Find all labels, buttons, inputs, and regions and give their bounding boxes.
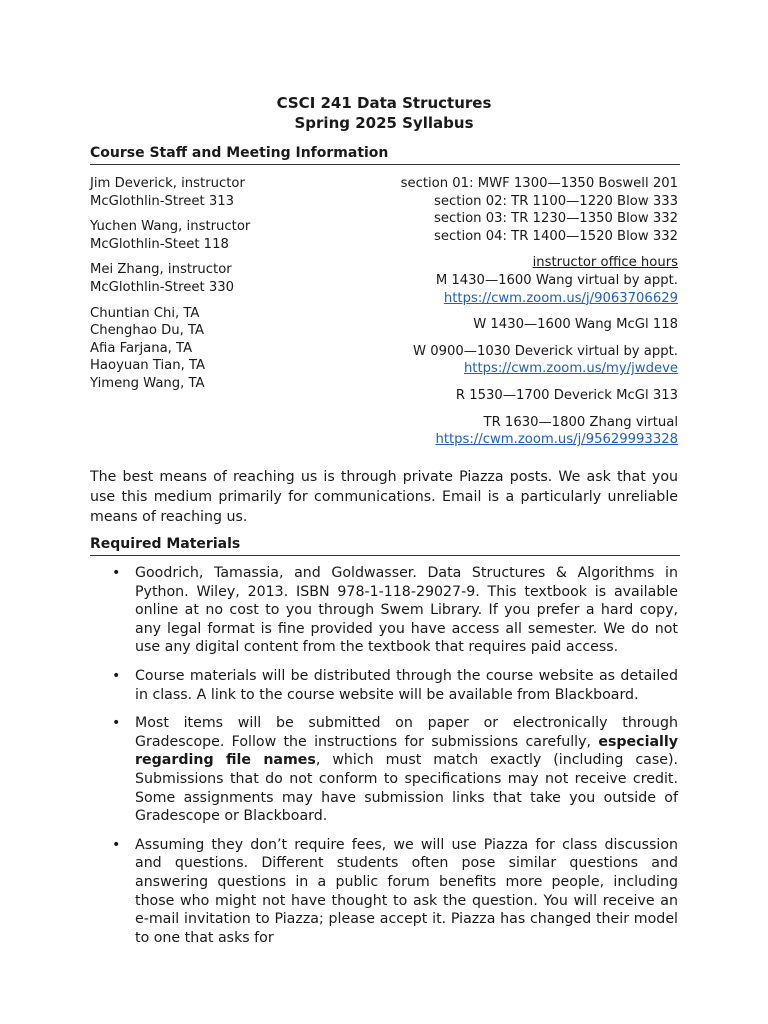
- office-hour-entry: TR 1630—1800 Zhang virtual: [483, 414, 678, 430]
- ta-name: Afia Farjana, TA: [90, 340, 193, 356]
- zoom-link[interactable]: https://cwm.zoom.us/j/9063706629: [443, 290, 678, 306]
- office-hour-entry: W 0900—1030 Deverick virtual by appt.: [413, 343, 678, 359]
- staff-office: McGlothlin-Steet 118: [90, 236, 229, 252]
- staff-office: McGlothlin-Street 313: [90, 193, 234, 209]
- section-time: section 01: MWF 1300—1350 Boswell 201: [400, 176, 678, 191]
- staff-section-heading: Course Staff and Meeting Information: [90, 144, 680, 165]
- office-hour-entry: R 1530—1700 Deverick McGl 313: [455, 387, 678, 403]
- item-text: Goodrich, Tamassia, and Goldwasser. Data Structures & Algorithms in Python. Wiley, 2013. ISBN 978-1-118-29027-9. This textbook is available online at no cost to you through Swem Library. If you prefer a hard copy, any legal format is fine provided you have access all semester. We do not use any digital content from the textbook that requires paid access.: [135, 565, 678, 656]
- materials-list: [90, 564, 678, 957]
- bullet-icon: •: [112, 667, 121, 684]
- office-hours-heading: instructor office hours: [532, 255, 678, 271]
- list-item: [90, 564, 678, 657]
- document-title: [0, 93, 768, 133]
- staff-name: Yuchen Wang, instructor: [90, 219, 251, 235]
- materials-section-heading: Required Materials: [90, 535, 680, 556]
- staff-group: [90, 175, 390, 210]
- zoom-link[interactable]: https://cwm.zoom.us/j/95629993328: [435, 432, 678, 448]
- title-course: CSCI 241 Data Structures: [276, 94, 492, 112]
- staff-office: McGlothlin-Street 330: [90, 279, 234, 295]
- staff-group: [90, 261, 390, 296]
- ta-name: Chenghao Du, TA: [90, 323, 205, 339]
- list-item: [90, 667, 678, 704]
- staff-name: Jim Deverick, instructor: [90, 176, 245, 191]
- item-text: Most items will be submitted on paper or electronically through Gradescope. Follow the instructions for submissions carefully,: [135, 715, 678, 750]
- contact-paragraph: The best means of reaching us is through private Piazza posts. We ask that you use this medium primarily for communications. Email is a particularly unreliable means of reaching us.: [90, 469, 678, 525]
- list-item: [90, 714, 678, 826]
- staff-name: Mei Zhang, instructor: [90, 262, 232, 278]
- staff-list: [90, 175, 390, 401]
- office-hour-entry: W 1430—1600 Wang McGl 118: [473, 317, 678, 333]
- item-text: , which must match exactly (including case). Submissions that do not conform to specifications may not receive credit. Some assignments may have submission links that take you outside of Gradescope or Blackboard.: [135, 752, 678, 825]
- ta-name: Chuntian Chi, TA: [90, 305, 200, 321]
- section-time: section 03: TR 1230—1350 Blow 332: [434, 211, 678, 227]
- bullet-icon: •: [112, 565, 121, 581]
- bullet-icon: •: [112, 715, 121, 732]
- ta-name: Yimeng Wang, TA: [90, 375, 205, 391]
- office-hour-entry: M 1430—1600 Wang virtual by appt.: [435, 272, 678, 288]
- item-text: Course materials will be distributed through the course website as detailed in class. A link to the course website will be available from Blackboard.: [135, 667, 678, 703]
- ta-name: Haoyuan Tian, TA: [90, 358, 206, 374]
- meeting-schedule: [348, 175, 678, 449]
- section-time: section 02: TR 1100—1220 Blow 333: [434, 193, 678, 209]
- list-item: [90, 836, 678, 948]
- zoom-link[interactable]: https://cwm.zoom.us/my/jwdeve: [463, 361, 678, 377]
- title-term: Spring 2025 Syllabus: [294, 114, 474, 132]
- ta-group: [90, 305, 390, 393]
- bullet-icon: •: [112, 836, 121, 853]
- staff-group: [90, 218, 390, 253]
- section-time: section 04: TR 1400—1520 Blow 332: [434, 228, 678, 244]
- item-text: Assuming they don’t require fees, we will use Piazza for class discussion and questions. Different students often pose similar questions and answering questions in a public forum benefits more people, including those who might not have thought to ask the question. You will receive an e-mail invitation to Piazza; please accept it. Piazza has changed their model to one that asks for: [135, 836, 678, 946]
- item-emphasis: especially regarding file names: [135, 733, 678, 769]
